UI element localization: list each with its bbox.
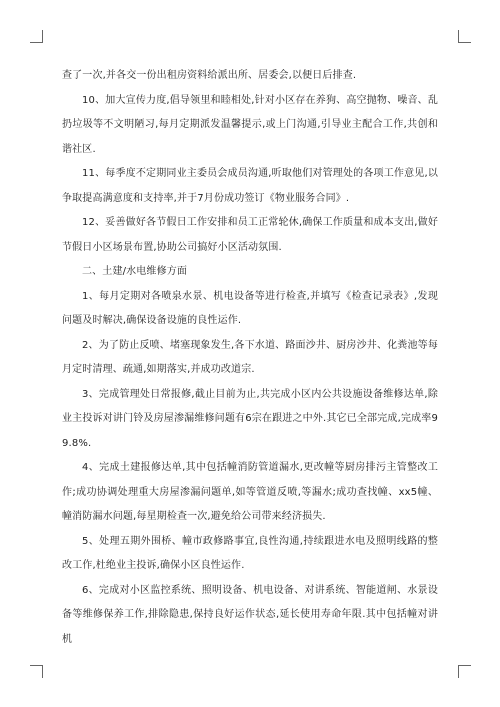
- crop-mark-bottom-right: [458, 665, 471, 678]
- paragraph-item-1: 1、每月定期对各喷泉水景、机电设备等进行检查,并填写《检查记录表》,发现问题及时解决,确保设备设施的良性运作.: [62, 290, 438, 326]
- section-heading-maintenance: 二、土建/水电维修方面: [82, 266, 188, 277]
- crop-mark-top-right: [458, 30, 471, 43]
- crop-mark-bottom-left: [30, 665, 43, 678]
- paragraph-item-5: 5、处理五期外围桥、幢市政修路事宜,良性沟通,持续跟进水电及照明线路的整改工作,杜绝业主投诉,确保小区良性运作.: [62, 535, 438, 571]
- paragraph-item-3: 3、完成管理处日常报修,截止目前为止,共完成小区内公共设施设备维修达单,除业主投诉对讲门铃及房屋渗漏维修问题有6宗在跟进之中外.其它已全部完成,完成率99.8%.: [62, 388, 438, 449]
- paragraph-item-10: 10、加大宣传力度,倡导领里和睦相处,针对小区存在养狗、高空抛物、噪音、乱扔垃圾等不文明陋习,每月定期派发温馨提示,或上门沟通,引导业主配合工作,共创和谐社区.: [62, 94, 438, 155]
- paragraph-item-2: 2、为了防止反喷、堵塞现象发生,各下水道、路面沙井、厨房沙井、化粪池等每月定时清理、疏通,如期落实,并成功改道宗.: [62, 339, 438, 375]
- paragraph-continuation: 查了一次,并各交一份出租房资料给派出所、居委会,以便日后排查.: [62, 70, 357, 81]
- paragraph-item-6: 6、完成对小区监控系统、照明设备、机电设备、对讲系统、智能道闸、水景设备等维修保养工作,排除隐患,保持良好运作状态,延长使用寿命年限.其中包括幢对讲机: [62, 584, 438, 645]
- paragraph-item-11: 11、每季度不定期同业主委员会成员沟通,听取他们对管理处的各项工作意见,以争取提高满意度和支持率,并于7月份成功签订《物业服务合同》.: [62, 168, 438, 204]
- document-body: [62, 64, 438, 652]
- crop-mark-top-left: [30, 30, 43, 43]
- paragraph-item-12: 12、妥善做好各节假日工作安排和员工正常轮休,确保工作质量和成本支出,做好节假日小区场景布置,协助公司搞好小区活动氛围.: [62, 217, 438, 253]
- paragraph-item-4: 4、完成土建报修达单,其中包括幢消防管道漏水,更改幢等厨房排污主管整改工作;成功协调处理重大房屋渗漏问题单,如等管道反喷,等漏水;成功查找幢、xx5幢、幢消防漏水问题,每星期检查一次,避免给公司带来经济损失.: [62, 462, 438, 522]
